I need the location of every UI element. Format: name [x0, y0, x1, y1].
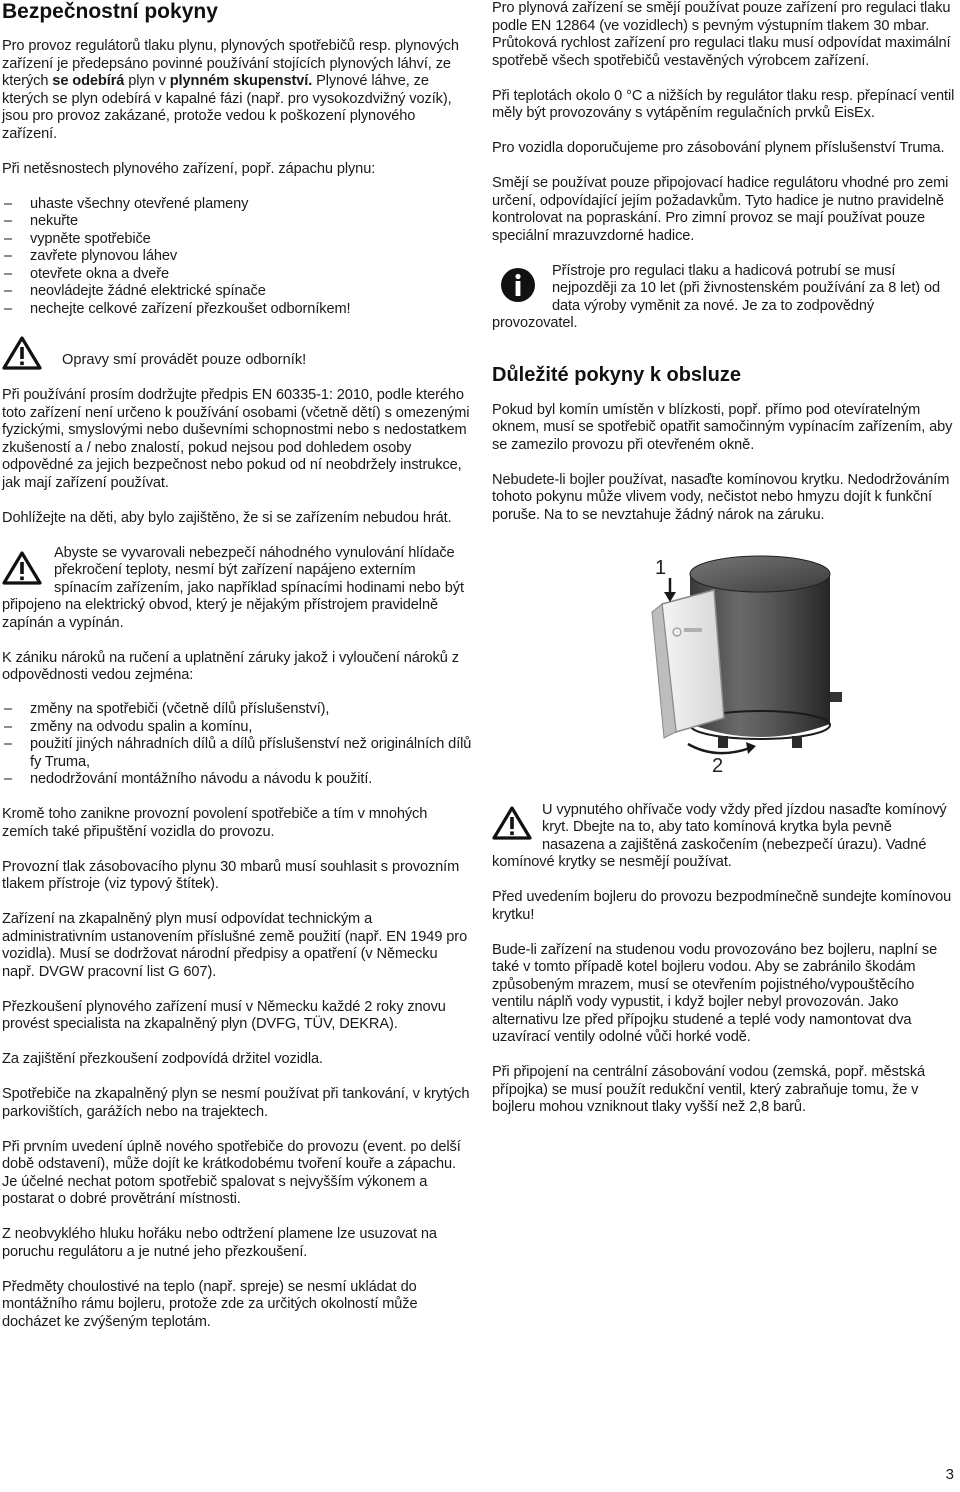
- regulator-paragraph: Pro plynová zařízení se smějí používat pouze zařízení pro regulaci tlaku podle EN 12864 (ve vozidlech) s pevným výstupním tlakem 30 mbar. Průtoková rychlost zařízení pro regulaci tlaku musí odpovídat maximální spotřebě všech spotřebičů vestavěných výrobcem zařízení.: [492, 0, 951, 69]
- list-item: – nedodržování montážního návodu a návodu k použití.: [2, 771, 472, 789]
- repair-warning-text: Opravy smí provádět pouze odborník!: [62, 352, 307, 368]
- timer-warning-text: Abyste se vyvarovali nebezpečí náhodného vynulování hlídače překročení teploty, nesmí být zařízení napájeno externím spínacím zařízením, jako například spínacími hodinami nebo být připojeno na elektrický obvod, který je nějakým přístrojem pravidelně zapínán a vypínán.: [2, 544, 464, 631]
- page-title: Bezpečnostní pokyny: [2, 0, 218, 23]
- owner-paragraph: Za zajištění přezkoušení zodpovídá držitel vozidla.: [2, 1051, 324, 1067]
- list-item: – otevřete okna a dveře: [2, 266, 472, 284]
- frost-paragraph: Bude-li zařízení na studenou vodu provozováno bez bojleru, naplní se také v tomto případě kotel bojleru vodou. Aby se zabránilo škodám způsobeným mrazem, musí se otevřením pojistného/vypouštěcího ventilu náplň vody vypustit, i když bojler nebyl provozován. Jako alternativu lze před přípojku studené a teplé vody namontovat dva uzavírací ventily odolné vůči horké vodě.: [492, 941, 938, 1045]
- refuelling-paragraph: Spotřebiče na zkapalněný plyn se nesmí používat při tankování, v krytých parkovištích, garážích nebo na trajektech.: [2, 1086, 470, 1120]
- warranty-list: [2, 701, 472, 789]
- pressure-paragraph: Provozní tlak zásobovacího plynu 30 mbarů musí souhlasit s provozním tlakem přístroje (viz typový štítek).: [2, 858, 460, 892]
- inspection-paragraph: Přezkoušení plynového zařízení musí v Německu každé 2 roky znovu provést specialista na zkapalněný plyn (DVFG, TÜV, DEKRA).: [2, 998, 446, 1032]
- hoses-paragraph: Smějí se používat pouze připojovací hadice regulátoru vhodné pro zemi určení, odpovídající jejím požadavkům. Tyto hadice je nutno pravidelně kontrolovat na popraskání. Pro zimní provoz se mají používat pouze speciální mrazuvzdorné hadice.: [492, 175, 949, 244]
- list-item: – zavřete plynovou láhev: [2, 248, 472, 266]
- repair-warning: [2, 336, 472, 370]
- replacement-info-text: Přístroje pro regulaci tlaku a hadicová potrubí se musí nejpozději za 10 let (při živnostenském používání za 8 let) od data výroby vyměnit za nové. Je za to zodpovědný provozovatel.: [492, 262, 941, 331]
- warning-icon: [2, 336, 42, 370]
- burner-noise-paragraph: Z neobvyklého hluku hořáku nebo odtržení plamene lze usuzovat na poruchu regulátoru a je nutné jeho přezkoušení.: [2, 1226, 437, 1260]
- list-item: – vypněte spotřebiče: [2, 231, 472, 249]
- heat-sensitive-paragraph: Předměty choulostivé na teplo (např. spreje) se nesmí ukládat do montážního rámu bojleru, protože zde za určitých okolností může docházet ke zvýšeným teplotám.: [2, 1278, 418, 1330]
- timer-warning: [2, 545, 472, 633]
- list-item: – použití jiných náhradních dílů a dílů příslušenství než originálních dílů fy Truma,: [2, 736, 472, 771]
- warning-icon: [492, 806, 532, 840]
- figure-label-2: 2: [712, 754, 724, 774]
- info-icon: [500, 267, 536, 303]
- chimney-cover-warning-text: U vypnutého ohřívače vody vždy před jízdou nasaďte komínový kryt. Dbejte na to, aby tato komínová krytka byla pevně nasazena a zajištěná zaskočením (nebezpečí úrazu). Vadné komínové krytky se nesmějí používat.: [492, 801, 947, 870]
- leak-actions-list: [2, 196, 472, 319]
- eisex-paragraph: Při teplotách okolo 0 °C a nižších by regulátor tlaku resp. přepínací ventil měly být provozovány s vytápěním regulačních prvků EisEx.: [492, 87, 955, 121]
- pressure-reducer-paragraph: Při připojení na centrální zásobování vodou (zemská, popř. městská přípojka) se musí použít redukční ventil, který zabraňuje tomu, že v bojleru mohou vzniknout tlaky vyšší než 2,8 barů.: [492, 1064, 926, 1115]
- accessories-paragraph: Pro vozidla doporučujeme pro zásobování plynem příslušenství Truma.: [492, 140, 945, 156]
- children-paragraph: Dohlížejte na děti, aby bylo zajištěno, že si se zařízením nebudou hrát.: [2, 509, 452, 526]
- leak-intro: Při netěsnostech plynového zařízení, popř. zápachu plynu:: [2, 160, 376, 177]
- lpg-regulations-paragraph: Zařízení na zkapalněný plyn musí odpovídat technickým a administrativním ustanovením příslušné země použití (např. EN 1949 pro vozidla). Musí se dodržovat národní předpisy a opatření (v Německu např. DVGW pracovní list G 607).: [2, 911, 468, 980]
- list-item: – nekuřte: [2, 213, 472, 231]
- first-use-paragraph: Při prvním uvedení úplně nového spotřebiče do provozu (event. po delší době odstavení), může dojít ke krátkodobému tvoření kouře a zápachu. Je účelné nechat potom spotřebič spalovat s nejvyšším výkonem a postarat o dobré provětrání místnosti.: [2, 1138, 461, 1207]
- list-item: – uhaste všechny otevřené plameny: [2, 196, 472, 214]
- warranty-intro: K zániku nároků na ručení a uplatnění záruky jakož i vyloučení nároků z odpovědnosti vedou zejména:: [2, 649, 459, 683]
- figure-label-1: 1: [655, 556, 667, 579]
- chimney-cap-illustration: [492, 542, 958, 774]
- list-item: – změny na spotřebiči (včetně dílů příslušenství),: [2, 701, 472, 719]
- list-item: – nechejte celkové zařízení přezkoušet odborníkem!: [2, 301, 472, 319]
- list-item: – neovládejte žádné elektrické spínače: [2, 283, 472, 301]
- left-column: [2, 0, 472, 1349]
- warning-icon: [2, 551, 42, 585]
- operation-heading: Důležité pokyny k obsluze: [492, 363, 741, 386]
- en60335-paragraph: Při používání prosím dodržujte předpis EN 60335-1: 2010, podle kterého toto zařízení není určeno k používání osobami (včetně dětí) s omezenými fyzickými, smyslovými nebo duševními schopnostmi nebo s nedostatkem zkušeností a / nebo znalostí, pokud nejsou pod dohledem osoby odpovědné za jejich bezpečnost nebo pokud od ní neobdržely instrukce, jak mají zařízení používat.: [2, 387, 470, 491]
- page-number: 3: [945, 1466, 954, 1483]
- chimney-window-paragraph: Pokud byl komín umístěn v blízkosti, popř. přímo pod otevíratelným oknem, musí se spotřebič opatřit samočinným vypínacím zařízením, aby se zamezilo provozu při otevřeném okně.: [492, 401, 953, 453]
- remove-cap-paragraph: Před uvedením bojleru do provozu bezpodmínečně sundejte komínovou krytku!: [492, 889, 952, 923]
- gas-bottle-paragraph: Pro provoz regulátorů tlaku plynu, plynových spotřebičů resp. plynových zařízení je předepsáno povinné používání stojících plynových láhví, ze kterých se odebírá plyn v plynném skupenství. Plynové láhve, ze kterých se plyn odebírá v kapalné fázi (např. pro vysokozdvižný vozík), jsou pro provoz zakázané, protože vedou k poškození plynového zařízení.: [2, 38, 459, 142]
- chimney-cover-warning: [492, 802, 958, 872]
- chimney-cap-paragraph: Nebudete-li bojler používat, nasaďte komínovou krytku. Nedodržováním tohoto pokynu může vlivem vody, nečistot nebo hmyzu dojít k funkční poruše. Na to se nevztahuje žádný nárok na záruku.: [492, 471, 950, 523]
- permit-paragraph: Kromě toho zanikne provozní povolení spotřebiče a tím v mnohých zemích také připuštění vozidla do provozu.: [2, 806, 428, 840]
- right-column: [492, 0, 958, 1134]
- replacement-info: [492, 263, 958, 333]
- boiler-cap-drawing: [492, 542, 958, 774]
- list-item: – změny na odvodu spalin a komínu,: [2, 719, 472, 737]
